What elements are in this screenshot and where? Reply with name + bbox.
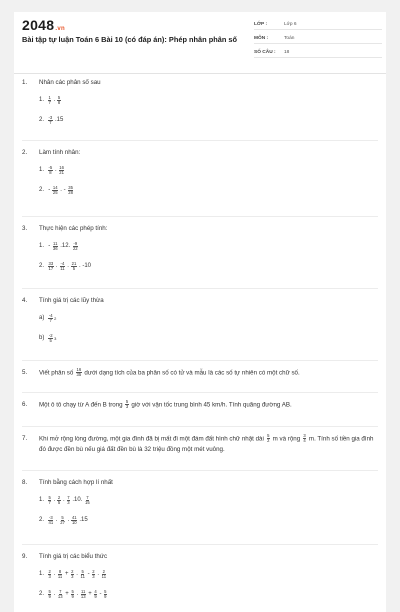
fraction-numerator: 3 — [303, 433, 306, 438]
sub-question-label: a) — [39, 315, 45, 321]
fraction-denominator: 3 — [71, 574, 74, 579]
fraction-denominator: 2 — [267, 438, 270, 444]
fraction-denominator: 3 — [92, 574, 95, 579]
meta-info — [254, 17, 382, 59]
expression-text: .10. — [72, 497, 83, 503]
fraction — [125, 400, 128, 410]
fraction — [71, 570, 74, 580]
fraction — [48, 116, 53, 126]
question-text: Thực hiện các phép tính: — [39, 225, 108, 232]
question-number: 7. — [22, 435, 28, 442]
meta-value: Toán — [284, 36, 295, 41]
meta-value: 18 — [284, 50, 290, 55]
fraction — [48, 262, 54, 272]
fraction-numerator: 2 — [92, 568, 95, 574]
question-item — [22, 78, 378, 133]
question-header — [22, 224, 378, 234]
sub-question — [39, 331, 378, 346]
fraction-denominator: 5 — [57, 500, 61, 505]
question-text: Tính giá trị các lũy thừa — [39, 297, 104, 304]
expression-text: - — [48, 243, 51, 249]
question-text: Viết phân số $\frac{16}{35}$ dưới dạng tích của ba phân số có tử và mẫu là các số tự nhiên có một chữ số. — [39, 367, 300, 378]
fraction-numerator: 5 — [267, 433, 270, 438]
fraction-numerator: -2 — [48, 332, 53, 338]
question-header — [22, 478, 378, 488]
expression-text: . — [76, 571, 78, 577]
sub-question-label: 2. — [39, 517, 45, 523]
fraction-denominator: 11 — [80, 574, 85, 579]
question-item — [22, 148, 378, 203]
fraction-numerator: 11 — [81, 588, 86, 594]
question-divider — [22, 426, 378, 427]
fraction — [60, 516, 66, 526]
question-text: Tính giá trị các biểu thức — [39, 553, 108, 560]
question-item — [22, 296, 378, 351]
fraction-denominator: 3 — [67, 500, 70, 505]
fraction — [267, 434, 270, 444]
fraction — [57, 496, 60, 506]
expression-text: . — [55, 517, 58, 523]
sub-question — [39, 239, 378, 254]
expression-text: . — [53, 591, 56, 597]
question-header — [22, 400, 378, 411]
question-divider — [22, 470, 378, 471]
fraction-denominator: 7 — [48, 100, 51, 105]
fraction-denominator: 11 — [60, 266, 65, 271]
fraction — [48, 516, 54, 526]
fraction-numerator: -4 — [48, 312, 53, 318]
fraction-denominator: 21 — [59, 170, 64, 175]
expression-text: . — [53, 571, 56, 577]
fraction-denominator: 36 — [52, 246, 58, 251]
fraction-numerator: 5 — [104, 588, 107, 594]
sub-question — [39, 311, 378, 326]
fraction-numerator: 7 — [86, 494, 89, 500]
sub-question — [39, 567, 378, 582]
fraction — [59, 166, 65, 176]
question-number: 1. — [22, 79, 28, 86]
sub-question-label: 2. — [39, 263, 45, 269]
expression-text: . — [53, 497, 56, 503]
question-header — [22, 78, 378, 88]
fraction-denominator: 10 — [71, 520, 77, 525]
fraction — [57, 570, 62, 580]
question-header — [22, 368, 378, 379]
fraction-denominator: 13 — [57, 594, 63, 599]
fraction — [71, 590, 74, 600]
sub-question-label: 1. — [39, 243, 45, 249]
sub-question-label: 2. — [39, 591, 45, 597]
fraction — [67, 496, 70, 506]
question-divider — [22, 544, 378, 545]
fraction-numerator: 5 — [61, 514, 64, 520]
expression-text: . — [67, 263, 69, 269]
page-title: Bài tập tự luận Toán 6 Bài 10 (có đáp án): Phép nhân phân số — [22, 35, 238, 44]
fraction-numerator: -3 — [48, 114, 53, 120]
fraction — [72, 242, 78, 252]
fraction — [52, 242, 58, 252]
fraction-numerator: 5 — [71, 588, 74, 594]
fraction — [60, 262, 65, 272]
expression-text: + — [88, 591, 92, 597]
question-item — [22, 434, 378, 455]
expression-text: + — [65, 591, 69, 597]
fraction — [68, 186, 74, 196]
question-item — [22, 224, 378, 279]
question-divider — [22, 140, 378, 141]
question-item — [22, 478, 378, 533]
meta-row-count — [254, 45, 382, 58]
fraction-denominator: 8 — [57, 100, 61, 105]
sub-question — [39, 513, 378, 528]
fraction-denominator: 11 — [101, 574, 107, 579]
fraction — [48, 314, 53, 324]
expression-text: . — [76, 591, 79, 597]
question-text: Một ô tô chạy từ A đến B trong $\frac{5}{3}$ giờ với vận tốc trung bình 45 km/h. Tính quãng đường AB. — [39, 399, 292, 410]
fraction-numerator: 5 — [48, 588, 51, 594]
fraction-numerator: 16 — [59, 164, 64, 170]
question-divider — [22, 392, 378, 393]
fraction-numerator: -3 — [48, 514, 53, 520]
question-text: Khi mở rộng lòng đường, một gia đình đã bị mất đi một đám đất hình chữ nhật dài $\frac{5}{2}$ m và rộng $\frac{3}{4}$ m. Tính số tiền gia đình đó được đền bù nếu giá đất đền bù là 32 triệu đồng một mét vuông. — [39, 433, 374, 453]
fraction-denominator: 35 — [76, 372, 82, 378]
logo-brand: 2048 — [22, 17, 55, 33]
fraction-numerator: 1 — [48, 94, 51, 100]
fraction-numerator: 41 — [71, 514, 77, 520]
expression-text: - — [99, 591, 102, 597]
fraction-numerator: 35 — [68, 184, 73, 190]
fraction-denominator: 7 — [48, 500, 51, 505]
fraction-numerator: 7 — [67, 494, 70, 500]
sub-question-label: 2. — [39, 117, 45, 123]
question-header — [22, 148, 378, 158]
fraction-denominator: 9 — [104, 594, 107, 599]
fraction — [57, 96, 60, 106]
fraction — [48, 166, 53, 176]
fraction-numerator: -9 — [73, 240, 78, 246]
fraction-denominator: 9 — [94, 594, 97, 599]
question-text: Tính bằng cách hợp lí nhất — [39, 479, 113, 486]
fraction-denominator: 9 — [48, 594, 51, 599]
question-number: 3. — [22, 225, 28, 232]
fraction — [80, 570, 85, 580]
fraction — [80, 590, 86, 600]
fraction — [52, 186, 58, 196]
sub-question-label: 1. — [39, 167, 45, 173]
fraction — [104, 590, 107, 600]
expression-text: . — [55, 263, 58, 269]
fraction-numerator: 2 — [71, 568, 74, 574]
fraction — [101, 570, 106, 580]
question-text: Nhân các phân số sau — [39, 79, 101, 86]
fraction-denominator: 7 — [49, 120, 52, 125]
fraction-denominator: 5 — [49, 338, 52, 343]
fraction-denominator: 28 — [68, 190, 73, 195]
fraction-numerator: 5 — [48, 494, 51, 500]
meta-key: MÔN : — [254, 36, 269, 41]
fraction-denominator: 25 — [52, 190, 58, 195]
fraction-denominator: 4 — [303, 438, 306, 444]
expression-text: .15 — [54, 117, 64, 123]
sub-question — [39, 113, 378, 128]
fraction-numerator: 4 — [94, 588, 97, 594]
expression-text: . -10 — [79, 263, 92, 269]
fraction-numerator: 2 — [57, 494, 61, 500]
fraction-numerator: 21 — [71, 260, 77, 266]
fraction — [71, 516, 77, 526]
fraction-numerator: 2 — [48, 568, 51, 574]
question-number: 4. — [22, 297, 28, 304]
sub-question — [39, 93, 378, 108]
sub-question — [39, 259, 378, 274]
question-item — [22, 400, 378, 411]
expression-text: - — [87, 571, 90, 577]
fraction-numerator: 5 — [81, 568, 84, 574]
expression-text: .15 — [79, 517, 88, 523]
fraction — [303, 434, 306, 444]
fraction-denominator: 3 — [125, 404, 129, 410]
question-header — [22, 434, 378, 455]
meta-key: SỐ CÂU : — [254, 50, 276, 55]
expression-text: . - — [60, 187, 66, 193]
question-item — [22, 552, 378, 607]
sub-question-label: 1. — [39, 497, 45, 503]
expression-text: . — [67, 517, 70, 523]
sub-question — [39, 183, 378, 198]
exponent: 3 — [54, 336, 57, 341]
meta-key: LỚP : — [254, 22, 268, 27]
meta-value: Lớp 6 — [284, 22, 297, 27]
fraction — [94, 590, 97, 600]
fraction-denominator: 41 — [48, 520, 54, 525]
fraction-denominator: 27 — [60, 520, 65, 525]
fraction-numerator: 2 — [102, 568, 106, 574]
document-page — [14, 12, 386, 612]
question-number: 8. — [22, 479, 28, 486]
fraction-numerator: -4 — [60, 260, 65, 266]
fraction-denominator: 5 — [72, 266, 76, 271]
fraction-numerator: 7 — [59, 588, 62, 594]
site-logo[interactable] — [22, 17, 65, 33]
sub-question-label: b) — [39, 335, 45, 341]
sub-question-label: 1. — [39, 97, 45, 103]
expression-text: . — [54, 167, 57, 173]
fraction-numerator: 33 — [48, 260, 54, 266]
fraction — [76, 368, 82, 378]
meta-row-grade — [254, 17, 382, 30]
question-number: 2. — [22, 149, 28, 156]
expression-text: - — [48, 187, 51, 193]
fraction-numerator: 5 — [57, 94, 61, 100]
fraction-denominator: 9 — [71, 594, 74, 599]
fraction — [48, 334, 53, 344]
fraction-denominator: 22 — [72, 246, 78, 251]
fraction-numerator: 14 — [52, 184, 58, 190]
fraction-denominator: 8 — [49, 170, 52, 175]
logo-suffix: .vn — [55, 26, 65, 32]
fraction-numerator: 16 — [76, 367, 82, 372]
sub-question — [39, 163, 378, 178]
expression-text: . — [53, 97, 56, 103]
question-item — [22, 368, 378, 379]
fraction-numerator: 5 — [125, 399, 129, 404]
fraction — [48, 96, 51, 106]
fraction-numerator: 11 — [53, 240, 58, 246]
sub-question-label: 2. — [39, 187, 45, 193]
fraction — [57, 590, 63, 600]
expression-text: . — [97, 571, 99, 577]
fraction-denominator: 15 — [85, 500, 90, 505]
fraction — [92, 570, 95, 580]
fraction — [85, 496, 91, 506]
fraction — [48, 590, 51, 600]
fraction-numerator: 8 — [58, 568, 62, 574]
fraction-denominator: 13 — [80, 594, 86, 599]
fraction-denominator: 3 — [48, 574, 51, 579]
question-divider — [22, 216, 378, 217]
question-header — [22, 296, 378, 306]
question-divider — [22, 360, 378, 361]
fraction-numerator: -5 — [48, 164, 53, 170]
sub-question-label: 1. — [39, 571, 45, 577]
fraction — [48, 496, 51, 506]
question-number: 5. — [22, 369, 28, 376]
question-number: 9. — [22, 553, 28, 560]
exponent: 2 — [54, 316, 57, 321]
meta-row-subject — [254, 31, 382, 44]
question-text: Làm tính nhân: — [39, 149, 81, 156]
question-number: 6. — [22, 401, 28, 408]
fraction-denominator: 17 — [48, 266, 54, 271]
fraction — [48, 570, 51, 580]
question-divider — [22, 288, 378, 289]
expression-text: . — [62, 497, 65, 503]
document-header — [14, 12, 386, 74]
sub-question — [39, 493, 378, 508]
expression-text: .12. — [60, 243, 71, 249]
question-header — [22, 552, 378, 562]
fraction-denominator: 7 — [49, 318, 52, 323]
fraction — [71, 262, 77, 272]
expression-text: + — [64, 571, 69, 577]
fraction-denominator: 11 — [57, 574, 63, 579]
